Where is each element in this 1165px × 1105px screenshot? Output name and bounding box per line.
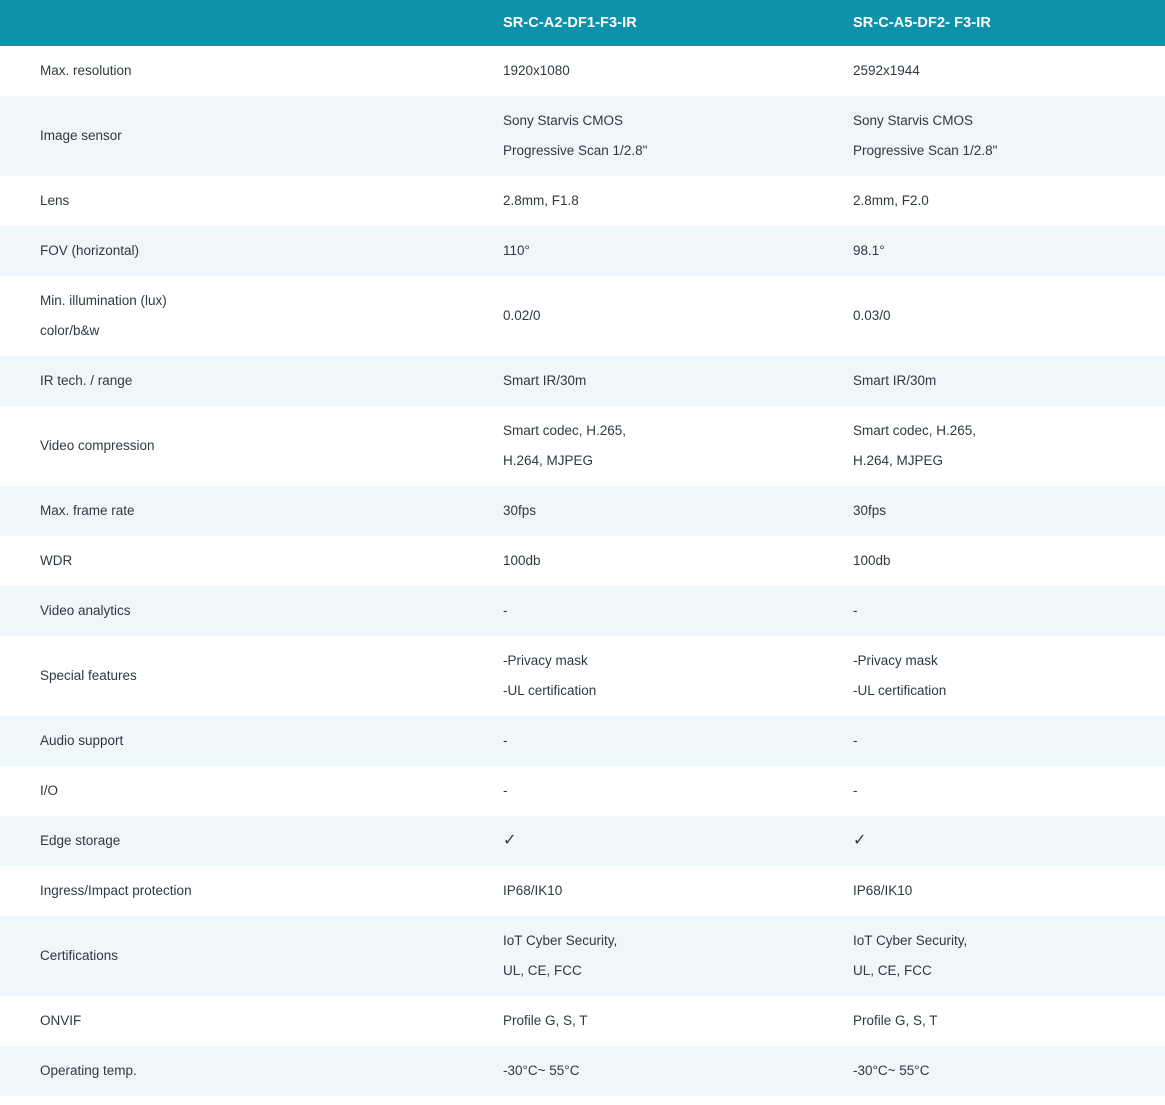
spec-value-model-2 [815, 46, 1165, 96]
spec-label [0, 766, 465, 816]
spec-value-model-1-line: 30fps [503, 503, 537, 518]
spec-value-model-1-line: 110° [503, 243, 530, 258]
spec-value-model-2 [815, 766, 1165, 816]
spec-value-model-2-line: - [853, 783, 858, 798]
spec-label [0, 276, 465, 356]
spec-value-model-1-line: - [503, 733, 508, 748]
table-header-row [0, 0, 1165, 46]
spec-label-line: Operating temp. [40, 1063, 137, 1078]
table-row [0, 406, 1165, 486]
spec-value-model-1-line: H.264, MJPEG [503, 453, 594, 468]
spec-label-line: Audio support [40, 733, 124, 748]
spec-value-model-2-line: 100db [853, 553, 891, 568]
spec-value-model-1 [465, 356, 815, 406]
table-row [0, 816, 1165, 866]
spec-label-line: I/O [40, 783, 59, 798]
spec-label-line: Video analytics [40, 603, 131, 618]
spec-value-model-1-line: -UL certification [503, 683, 597, 698]
spec-value-model-2 [815, 486, 1165, 536]
spec-label [0, 586, 465, 636]
spec-value-model-2-line: 30fps [853, 503, 887, 518]
table-body [0, 46, 1165, 1096]
spec-value-model-1 [465, 716, 815, 766]
spec-value-model-2-line: Sony Starvis CMOS [853, 113, 974, 128]
spec-value-model-1-line: Profile G, S, T [503, 1013, 588, 1028]
spec-label [0, 866, 465, 916]
spec-value-model-1-line: -30°C~ 55°C [503, 1063, 580, 1078]
spec-value-model-2-line: ✓ [853, 832, 867, 849]
spec-label [0, 1046, 465, 1096]
spec-label [0, 46, 465, 96]
column-header-model-2: SR-C-A5-DF2- F3-IR [815, 0, 1165, 46]
spec-label-line: ONVIF [40, 1013, 82, 1028]
spec-value-model-2 [815, 96, 1165, 176]
spec-label-line: WDR [40, 553, 73, 568]
spec-value-model-1-line: IoT Cyber Security, [503, 933, 618, 948]
table-row [0, 176, 1165, 226]
spec-value-model-2 [815, 716, 1165, 766]
table-row [0, 716, 1165, 766]
spec-label [0, 356, 465, 406]
spec-value-model-1-line: 2.8mm, F1.8 [503, 193, 579, 208]
spec-label-line: Max. resolution [40, 63, 132, 78]
spec-value-model-2 [815, 176, 1165, 226]
spec-label [0, 536, 465, 586]
spec-value-model-2-line: - [853, 733, 858, 748]
spec-label-line: Edge storage [40, 833, 121, 848]
spec-label [0, 716, 465, 766]
table-row [0, 96, 1165, 176]
spec-value-model-2 [815, 586, 1165, 636]
table-row [0, 916, 1165, 996]
spec-value-model-2-line: -30°C~ 55°C [853, 1063, 930, 1078]
table-row [0, 996, 1165, 1046]
spec-label [0, 636, 465, 716]
spec-value-model-1-line: Smart IR/30m [503, 373, 587, 388]
table-header [0, 0, 1165, 46]
spec-value-model-1 [465, 1046, 815, 1096]
spec-value-model-1-line: 100db [503, 553, 541, 568]
table-row [0, 766, 1165, 816]
spec-value-model-1 [465, 486, 815, 536]
spec-value-model-2 [815, 1046, 1165, 1096]
spec-value-model-2-line: -Privacy mask [853, 653, 938, 668]
spec-value-model-2-line: H.264, MJPEG [853, 453, 944, 468]
spec-value-model-1-line: 0.02/0 [503, 308, 541, 323]
table-row [0, 586, 1165, 636]
table-row [0, 866, 1165, 916]
spec-value-model-1-line: -Privacy mask [503, 653, 588, 668]
column-header-spec [0, 0, 465, 46]
spec-label-line: Video compression [40, 438, 155, 453]
spec-value-model-2 [815, 226, 1165, 276]
spec-value-model-2-line: Profile G, S, T [853, 1013, 938, 1028]
spec-label [0, 226, 465, 276]
spec-label-line: FOV (horizontal) [40, 243, 140, 258]
spec-label-line: Certifications [40, 948, 119, 963]
table-row [0, 486, 1165, 536]
spec-value-model-1 [465, 816, 815, 866]
spec-label [0, 406, 465, 486]
spec-value-model-2 [815, 276, 1165, 356]
spec-value-model-2-line: 0.03/0 [853, 308, 891, 323]
spec-value-model-1 [465, 916, 815, 996]
spec-value-model-1 [465, 586, 815, 636]
column-header-model-1: SR-C-A2-DF1-F3-IR [465, 0, 815, 46]
spec-value-model-1-line: IP68/IK10 [503, 883, 563, 898]
spec-value-model-2 [815, 816, 1165, 866]
spec-label-line: Ingress/Impact protection [40, 883, 192, 898]
spec-value-model-2 [815, 356, 1165, 406]
spec-value-model-2 [815, 916, 1165, 996]
spec-label [0, 176, 465, 226]
table-row [0, 356, 1165, 406]
spec-label-line: Image sensor [40, 128, 122, 143]
spec-value-model-2 [815, 536, 1165, 586]
spec-label-line: Max. frame rate [40, 503, 135, 518]
spec-value-model-1 [465, 406, 815, 486]
spec-value-model-2-line: - [853, 603, 858, 618]
spec-value-model-1-line: - [503, 783, 508, 798]
spec-value-model-1 [465, 276, 815, 356]
spec-value-model-2 [815, 636, 1165, 716]
spec-label [0, 96, 465, 176]
spec-value-model-2-line: 2.8mm, F2.0 [853, 193, 929, 208]
spec-value-model-1-line: 1920x1080 [503, 63, 570, 78]
table-row [0, 276, 1165, 356]
spec-value-model-2-line: Smart IR/30m [853, 373, 937, 388]
spec-label [0, 916, 465, 996]
spec-value-model-2 [815, 996, 1165, 1046]
spec-value-model-2 [815, 866, 1165, 916]
spec-value-model-2-line: -UL certification [853, 683, 947, 698]
spec-value-model-1-line: Progressive Scan 1/2.8" [503, 143, 648, 158]
table-row [0, 226, 1165, 276]
spec-value-model-1 [465, 866, 815, 916]
spec-label-line: IR tech. / range [40, 373, 133, 388]
table-row [0, 1046, 1165, 1096]
spec-value-model-1-line: Smart codec, H.265, [503, 423, 627, 438]
spec-value-model-2-line: 2592x1944 [853, 63, 920, 78]
table-row [0, 636, 1165, 716]
spec-value-model-2-line: Smart codec, H.265, [853, 423, 977, 438]
spec-label-line: Lens [40, 193, 70, 208]
spec-label-line: Special features [40, 668, 137, 683]
spec-label [0, 996, 465, 1046]
spec-value-model-1 [465, 536, 815, 586]
spec-value-model-1 [465, 636, 815, 716]
table-row [0, 46, 1165, 96]
spec-value-model-2-line: Progressive Scan 1/2.8" [853, 143, 998, 158]
spec-label-line: color/b&w [40, 323, 100, 338]
spec-value-model-2-line: IP68/IK10 [853, 883, 913, 898]
spec-value-model-1-line: Sony Starvis CMOS [503, 113, 624, 128]
spec-value-model-2-line: 98.1° [853, 243, 885, 258]
spec-value-model-1-line: ✓ [503, 832, 517, 849]
spec-value-model-1-line: - [503, 603, 508, 618]
spec-value-model-1 [465, 766, 815, 816]
spec-value-model-2-line: IoT Cyber Security, [853, 933, 968, 948]
spec-value-model-1-line: UL, CE, FCC [503, 963, 582, 978]
spec-label [0, 816, 465, 866]
spec-value-model-1 [465, 46, 815, 96]
spec-label-line: Min. illumination (lux) [40, 293, 167, 308]
spec-label [0, 486, 465, 536]
table-row [0, 536, 1165, 586]
spec-value-model-2-line: UL, CE, FCC [853, 963, 932, 978]
spec-value-model-2 [815, 406, 1165, 486]
spec-value-model-1 [465, 996, 815, 1046]
spec-value-model-1 [465, 176, 815, 226]
spec-value-model-1 [465, 96, 815, 176]
spec-value-model-1 [465, 226, 815, 276]
